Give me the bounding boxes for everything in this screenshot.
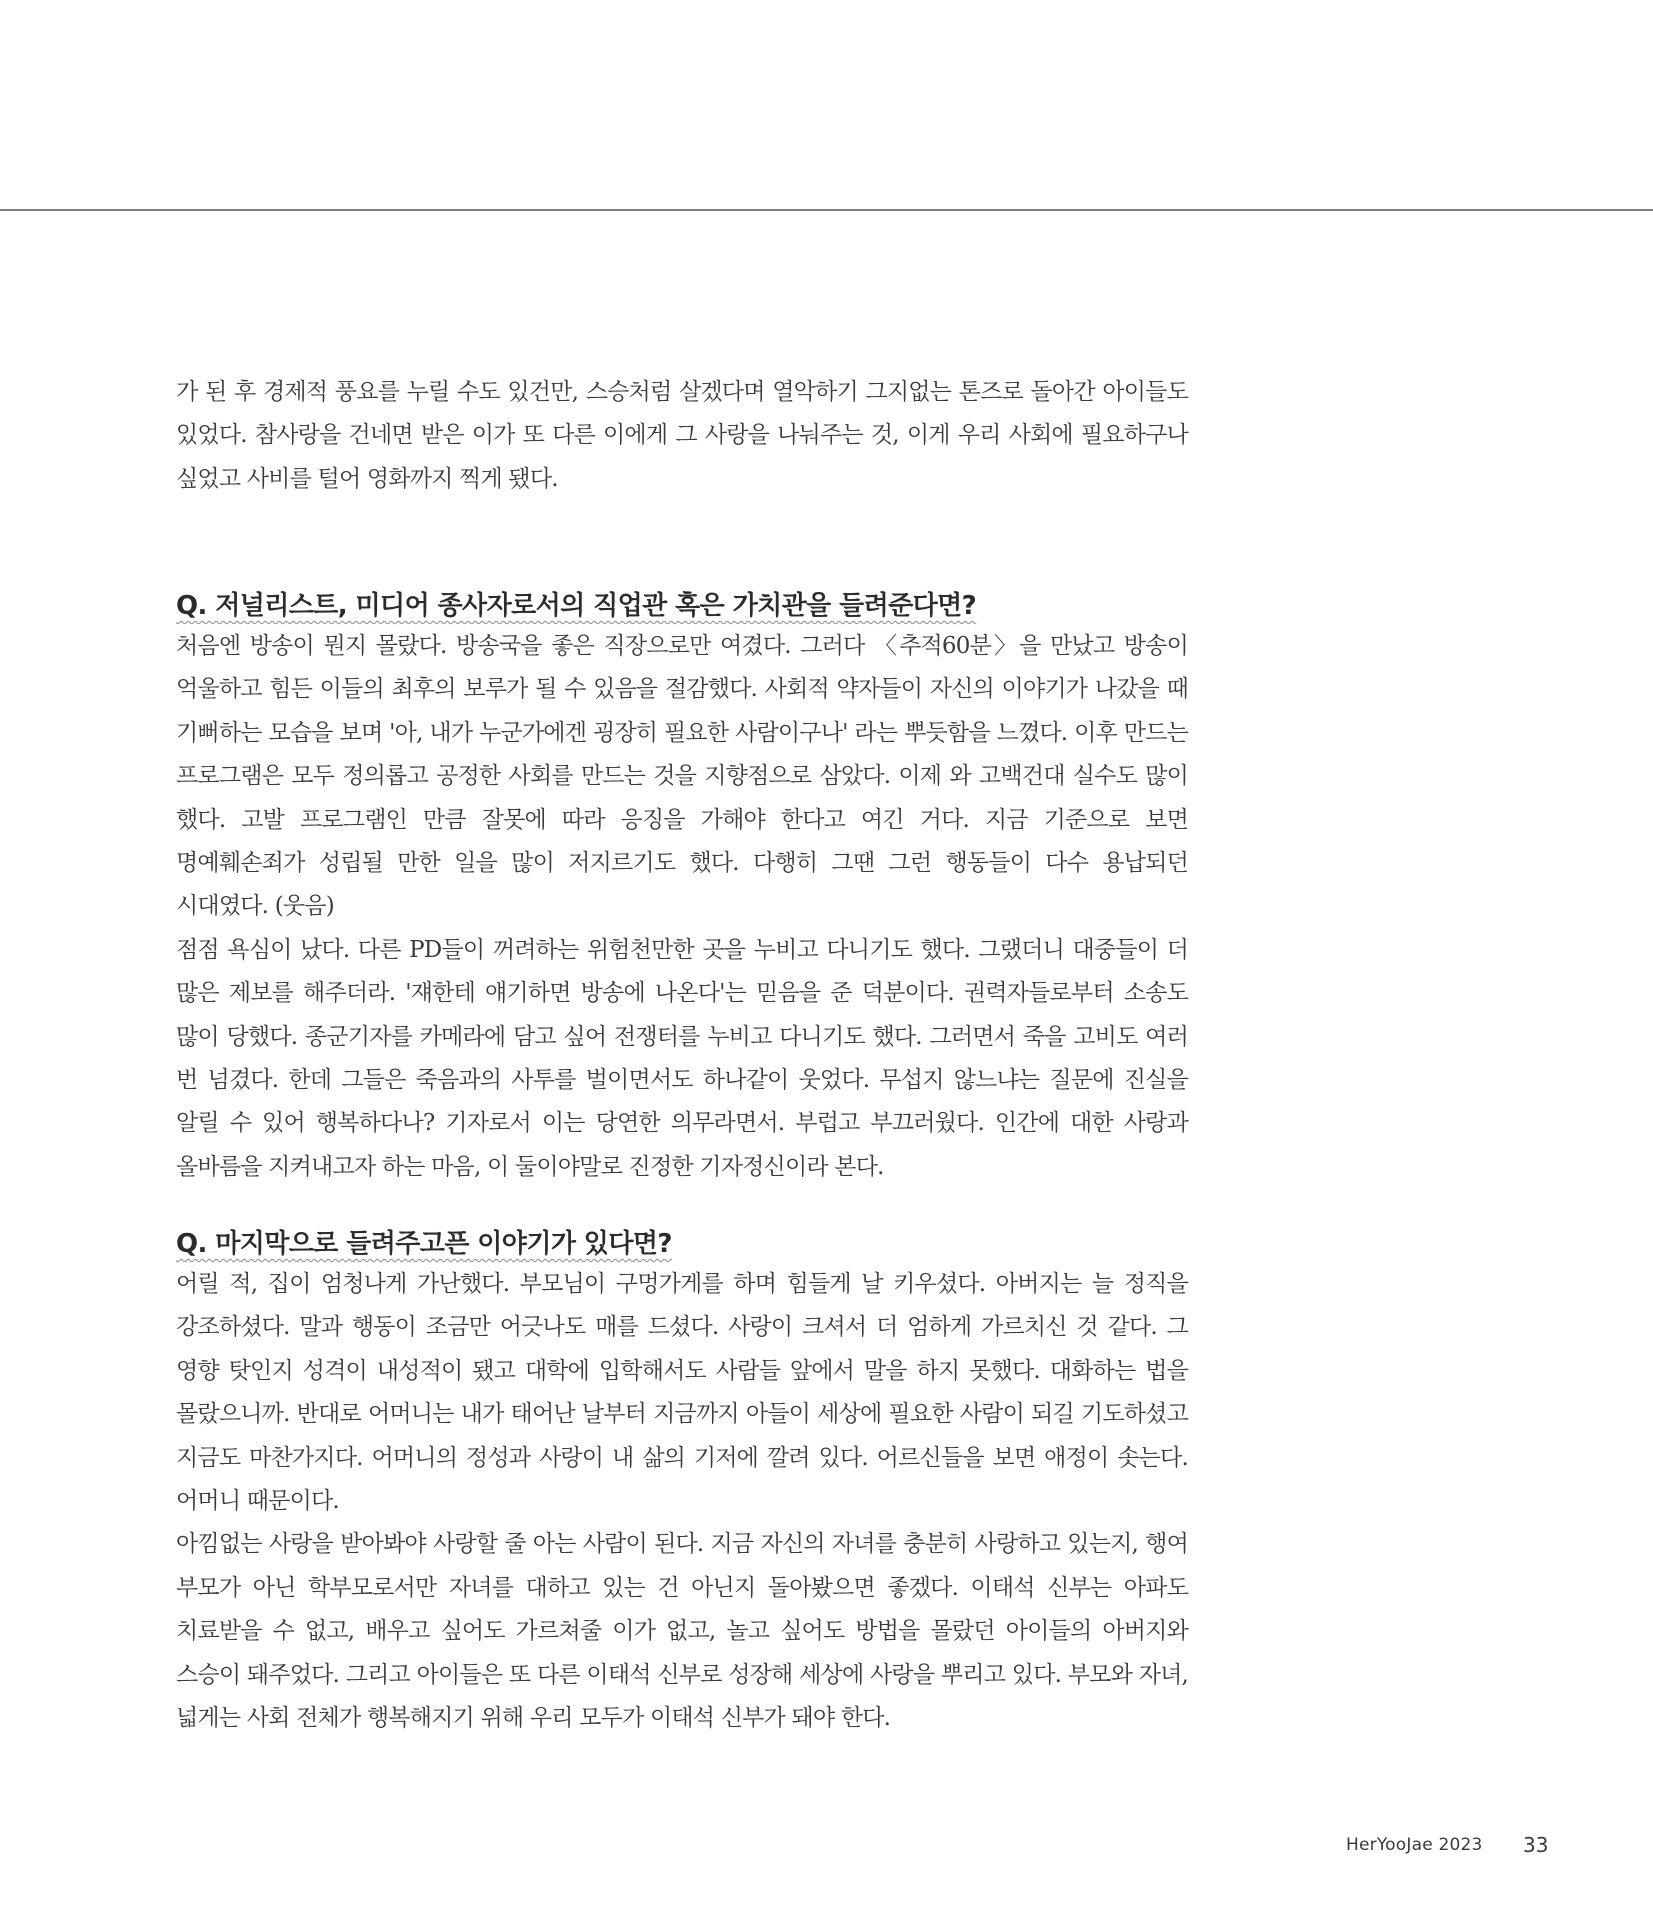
answer-paragraph: 어릴 적, 집이 엄청나게 가난했다. 부모님이 구멍가게를 하며 힘들게 날 키우셨다. 아버지는 늘 정직을 강조하셨다. 말과 행동이 조금만 어긋나도 매를 드셨다. 사랑이 크셔서 더 엄하게 가르치신 것 같다. 그 영향 탓인지 성격이 내성적이 됐고 대학에 입학해서도 사람들 앞에서 말을 하지 못했다. 대화하는 법을 몰랐으니까. 반대로 어머니는 내가 태어난 날부터 지금까지 아들이 세상에 필요한 사람이 되길 기도하셨고 지금도 마찬가지다. 어머니의 정성과 사랑이 내 삶의 기저에 깔려 있다. 어르신들을 보면 애정이 솟는다. 어머니 때문이다. [176,1271,1188,1515]
answer-paragraph: 아낌없는 사랑을 받아봐야 사랑할 줄 아는 사람이 된다. 지금 자신의 자녀를 충분히 사랑하고 있는지, 행여 부모가 아닌 학부모로서만 자녀를 대하고 있는 건 아닌지 돌아봤으면 좋겠다. 이태석 신부는 아파도 치료받을 수 없고, 배우고 싶어도 가르쳐줄 이가 없고, 놀고 싶어도 방법을 몰랐던 아이들의 아버지와 스승이 돼주었다. 그리고 아이들은 또 다른 이태석 신부로 성장해 세상에 사랑을 뿌리고 있다. 부모와 자녀, 넓게는 사회 전체가 행복해지기 위해 우리 모두가 이태석 신부가 돼야 한다. [176,1531,1188,1732]
footer-page-number: 33 [1523,1833,1549,1857]
footer-magazine-name: HerYooJae 2023 [1346,1835,1483,1855]
top-divider-rule [0,209,1653,211]
article-body [176,371,1188,1732]
qa-section-journalism-values [176,589,1188,1189]
answer-paragraph: 처음엔 방송이 뭔지 몰랐다. 방송국을 좋은 직장으로만 여겼다. 그러다 〈추적60분〉을 만났고 방송이 억울하고 힘든 이들의 최후의 보루가 될 수 있음을 절감했다. 사회적 약자들이 자신의 이야기가 나갔을 때 기뻐하는 모습을 보며 '아, 내가 누군가에겐 굉장히 필요한 사람이구나' 라는 뿌듯함을 느꼈다. 이후 만드는 프로그램은 모두 정의롭고 공정한 사회를 만드는 것을 지향점으로 삼았다. 이제 와 고백건대 실수도 많이 했다. 고발 프로그램인 만큼 잘못에 따라 응징을 가해야 한다고 여긴 거다. 지금 기준으로 보면 명예훼손죄가 성립될 만한 일을 많이 저지르기도 했다. 다행히 그땐 그런 행동들이 다수 용납되던 시대였다. (웃음) [176,633,1188,920]
question-heading: Q. 저널리스트, 미디어 종사자로서의 직업관 혹은 가치관을 들려준다면? [176,591,977,621]
qa-section-final-message [176,1227,1188,1740]
intro-paragraph: 가 된 후 경제적 풍요를 누릴 수도 있건만, 스승처럼 살겠다며 열악하기 그지없는 톤즈로 돌아간 아이들도 있었다. 참사랑을 건네면 받은 이가 또 다른 이에게 그 사랑을 나눠주는 것, 이게 우리 사회에 필요하구나 싶었고 사비를 털어 영화까지 찍게 됐다. [176,379,1188,492]
answer-paragraph: 점점 욕심이 났다. 다른 PD들이 꺼려하는 위험천만한 곳을 누비고 다니기도 했다. 그랬더니 대중들이 더 많은 제보를 해주더라. '쟤한테 얘기하면 방송에 나온다'는 믿음을 준 덕분이다. 권력자들로부터 소송도 많이 당했다. 종군기자를 카메라에 담고 싶어 전쟁터를 누비고 다니기도 했다. 그러면서 죽을 고비도 여러 번 넘겼다. 한데 그들은 죽음과의 사투를 벌이면서도 하나같이 웃었다. 무섭지 않느냐는 질문에 진실을 알릴 수 있어 행복하다나? 기자로서 이는 당연한 의무라면서. 부럽고 부끄러웠다. 인간에 대한 사랑과 올바름을 지켜내고자 하는 마음, 이 둘이야말로 진정한 기자정신이라 본다. [176,936,1188,1180]
question-heading: Q. 마지막으로 들려주고픈 이야기가 있다면? [176,1229,672,1259]
